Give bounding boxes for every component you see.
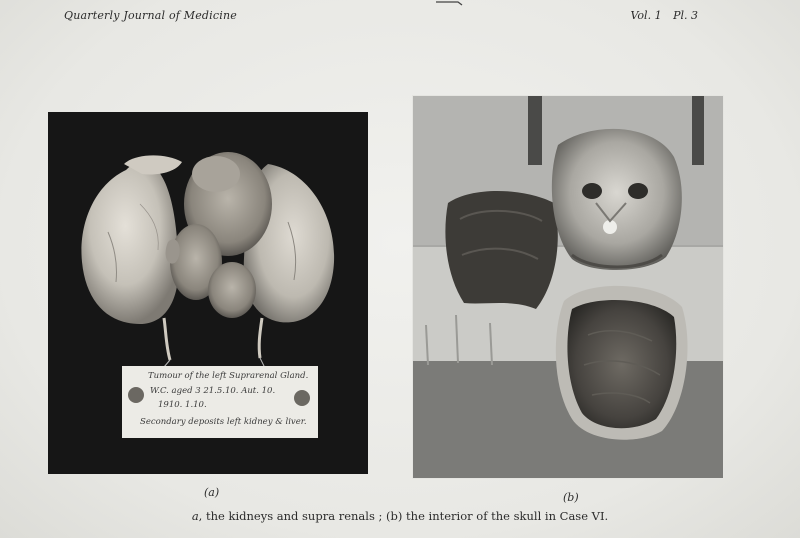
journal-title: Quarterly Journal of Medicine <box>64 9 237 22</box>
plate-caption <box>0 509 800 523</box>
specimen-label-line-1: Tumour of the left Suprarenal Gland. <box>148 371 309 381</box>
figure-b-photograph <box>412 95 724 479</box>
plate-number: Pl. 3 <box>673 9 698 22</box>
volume-number: Vol. 1 <box>630 9 662 22</box>
figure-b-label: (b) <box>563 491 579 504</box>
figure-a-photograph <box>48 112 368 474</box>
volume-plate-header <box>631 9 699 22</box>
pencil-mark <box>434 0 464 6</box>
specimen-label-line-2: W.C. aged 3 21.5.10. Aut. 10. <box>150 386 276 396</box>
specimen-label-line-3: 1910. 1.10. <box>158 400 207 410</box>
figure-a-label: (a) <box>204 486 220 499</box>
kidneys-specimen-image <box>48 112 368 474</box>
skull-specimen-image <box>412 95 724 479</box>
specimen-label-line-4: Secondary deposits left kidney & liver. <box>140 417 307 427</box>
caption-b-text: the interior of the skull in Case VI. <box>402 509 609 523</box>
caption-a-marker: a <box>191 509 199 523</box>
caption-b-marker: (b) <box>386 509 403 523</box>
caption-a-text: , the kidneys and supra renals ; <box>198 509 387 523</box>
